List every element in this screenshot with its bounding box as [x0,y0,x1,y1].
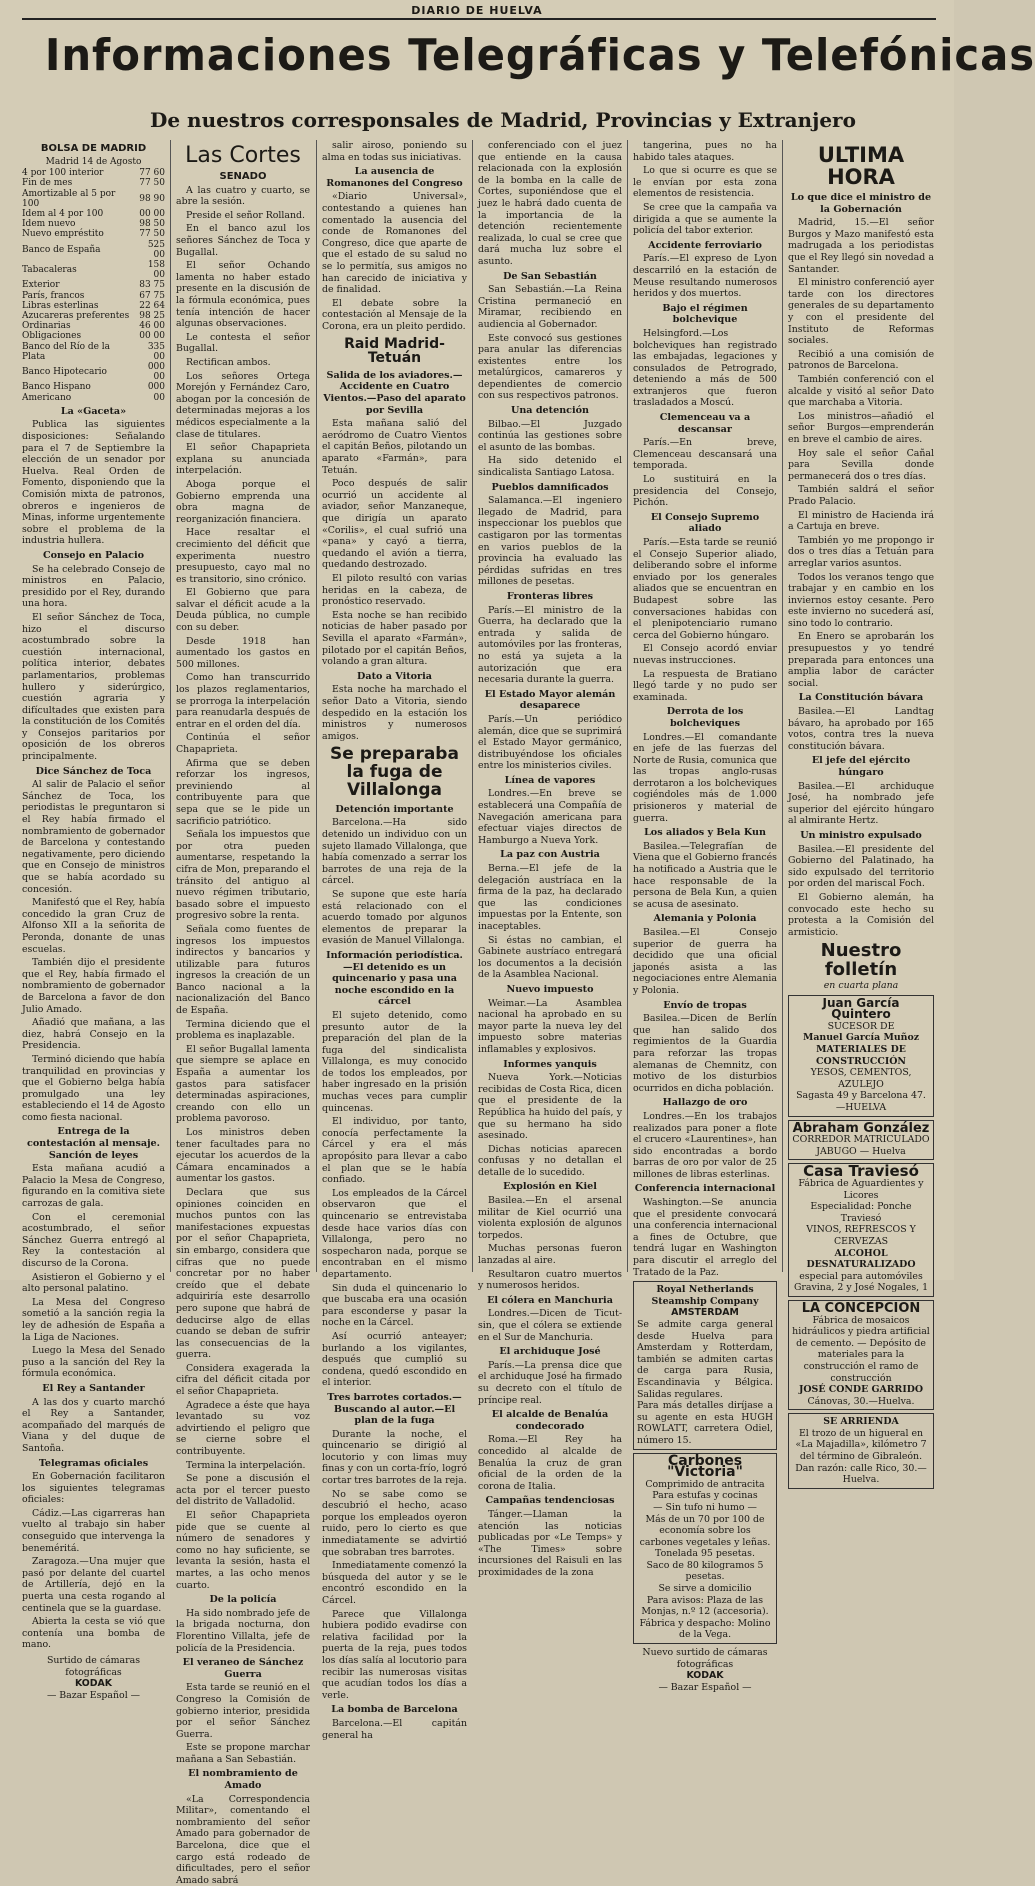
salida-title: Salida de los aviadores.—Accidente en Cuatro Vientos.—Paso del aparato por Sevilla [323,369,466,416]
telegramas-text: Abierta la cesta se vió que contenía una bomba de mano. [22,1616,165,1651]
fronteras-text: París.—El ministro de la Guerra, ha declarado que la entrada y salida de automóviles por las fronteras, no está ya sujeta a la autorización que era necesaria durante la guerra. [478,604,622,686]
supremo-text: La respuesta de Bratiano llegó tarde y no pudo ser examinada. [633,668,777,703]
fuga-title: Se preparaba la fuga de Villalonga [330,744,459,800]
archiduque-title: El archiduque José [499,1346,601,1358]
kodak-ad-shop: — Bazar Español — [658,1681,752,1693]
yanquis-title: Informes yanquis [503,1058,597,1070]
carbones-text: Más de un 70 por 100 de economía sobre los carbones vegetales y leñas. [639,1513,771,1548]
bolsa-label: Banco del Río de la Plata [22,341,111,362]
bolsa-row [22,301,165,311]
bolsa-label: Ordinarias [22,321,71,332]
senado-text: Agradece a éste que haya levantado su voz advirtiendo el peligro que se cierne sobre el contribuyente. [176,1399,310,1458]
bavara-title: La Constitución bávara [798,692,924,704]
folletin-title: Nuestro folletín [820,940,902,981]
conferencia-title: Conferencia internacional [634,1183,776,1195]
veraneo-title: El veraneo de Sánchez Guerra [182,1657,304,1680]
bolsa-value: 00 00 [139,209,165,219]
folletin-sub: en cuarta plana [823,980,899,992]
raid-title: Raid Madrid-Tetuán [344,335,445,367]
bolsa-value: 83 75 [139,280,165,291]
barrotes-text: Durante la noche, el quincenario se dirigió al locutorio y con limas muy finas y con un corta-frío, logró cortar tres barrotes de la reja. [322,1428,467,1487]
bolsa-value: 000 00 [147,382,165,403]
ultima-title: ULTIMA HORA [817,143,905,190]
bolsa-value: 00 00 [139,331,165,342]
senado-text: Los ministros deben tener facultades para no ejecutar los acuerdos de la Cámara encaminados a aumentar los gastos. [176,1127,310,1185]
kodak-ad-brand: KODAK [686,1670,724,1682]
ad5-contact: Dan razón: calle Rico, 30.—Huelva. [795,1462,927,1486]
barrotes-text: No se sabe como se descubrió el hecho, acaso porque los empleados oyeron ruido, pero lo cierto es que inmediatamente se advirtió que sobraban tres barrotes. [322,1488,467,1558]
ad1-name: Juan García Quintero [822,995,900,1022]
detencion-text: Se supone que este haría está relacionado con el acuerdo tomado por algunos elementos de preparar la evasión de Manuel Villalonga. [322,888,467,947]
dice-text: Añadió que mañana, a las diez, habrá Consejo en la Presidencia. [22,1017,165,1052]
senado-text: Declara que sus opiniones coinciden en muchos puntos con las manifestaciones expuestas por el señor Chapaprieta, sin embargo, considera que cifras que no puede concretar por no haber creído que el debate adquiriría este desarrollo pero supone que habrá de deducirse algo de ellas cuando se deban de sufrir las consecuencias de la guerra. [176,1186,310,1361]
bolsa-row [22,342,165,362]
ad5-text: El trozo de un higueral en «La Majadilla», kilómetro 7 del término de Gibraleón. [795,1427,927,1463]
sebastian-text: Este convocó sus gestiones para anular las diferencias existentes entre los metalúrgicos, camareros y dependientes de comercio con sus respectivos patronos. [478,332,622,402]
barrotes-title: Tres barrotes cortados.—Buscando al autor.—El plan de la fuga [327,1391,462,1427]
bolsa-row [22,189,165,209]
alcalde-text: Roma.—El Rey ha concedido al alcalde de Benalúa la cruz de gran oficial de la orden de la corona de Italia. [478,1434,622,1492]
bolsa-label: Fin de mes [22,178,73,189]
bolsa-label: Azucareras preferentes [22,311,130,322]
veraneo-text: Este se propone marchar mañana a San Sebastián. [176,1742,310,1765]
senado-text: Los señores Ortega Morejón y Fernández Caro, abogan por la concesión de determinadas mejoras a los médicos especialmente a la clase de titulares. [176,370,310,440]
campanas-text: Tánger.—Llaman la atención las noticias publicadas por «Le Temps» y «The Times» sobre incursiones del Raisuli en las proximidades de la zona [478,1508,622,1578]
una-title: Una detención [510,405,590,417]
senado-text: Termina la interpelación. [186,1459,306,1471]
vapores-text: Londres.—En breve se establecerá una Compañía de Navegación americana para efectuar viajes directos de Hamburgo a Nueva York. [478,788,622,846]
bolsa-label: Amortizable al 5 por 100 [22,188,116,209]
ad1-name2: Manuel García Muñoz [802,1032,920,1044]
gonzalez-ad [788,1120,934,1161]
senado-title: SENADO [219,171,267,183]
bolchevique-text: Helsingford.—Los bolcheviques han registrado las embajadas, legaciones y consulados de Petrogrado, deteniendo a más de 500 extranjeros que fueron trasladados a Moscú. [633,327,777,409]
ultima-text: También saldrá el señor Prado Palacio. [788,484,934,507]
telegramas-text: Zaragoza.—Una mujer que pasó por delante del cuartel de Artillería, dejó en la puerta una cesta rogando al centinela que se la guardase. [22,1556,165,1614]
dice-text: También dijo el presidente que el Rey, había firmado el nombramiento de gobernador de Barcelona a favor de don Julio Amado. [22,957,165,1015]
senado-text: El señor Chapaprieta explana su anunciada interpelación. [176,442,310,477]
carbones-text: Tonelada 95 pesetas. [655,1548,755,1560]
campanas-title: Campañas tendenciosas [485,1495,615,1507]
bolsa-label: Libras esterlinas [22,300,99,311]
bolsa-table [22,168,165,403]
ad3-line: Fábrica de Aguardientes y Licores [798,1178,924,1201]
paz-text: Berna.—El jefe de la delegación austríaca en la firma de la paz, ha declarado que las condiciones impuestas por la Entente, son inaceptables. [478,863,622,932]
bolsa-title: BOLSA DE MADRID [40,143,147,154]
envio-text: Basilea.—Dicen de Berlín que han salido dos regimientos de la Guardia para reforzar las tropas alemanas de Chemnitz, con motivo de los disturbios ocurridos en dicha población. [633,1013,777,1094]
archiduque-text: París.—La prensa dice que el archiduque José ha firmado su decreto con el título de príncipe real. [478,1359,622,1406]
bavara-text: Basilea.—El Landtag bávaro, ha aprobado por 165 votos, contra tres la nueva constitución bávara. [788,706,934,752]
bolsa-label: Banco Hipotecario [22,367,107,378]
bolsa-label: 4 por 100 interior [22,168,104,179]
bolsa-label: Banco Hispano Americano [22,382,91,403]
entrega-text: Luego la Mesa del Senado puso a la sanción del Rey la fórmula económica. [22,1345,165,1380]
senado-text: Preside el señor Rolland. [186,209,306,221]
entrega-text: La Mesa del Congreso sometió a la sanción regia la ley de adhesión de España a la Liga de Naciones. [22,1296,165,1343]
ultima-text: Los ministros—añadió el señor Burgos—emprenderán en breve el cambio de aires. [788,410,934,445]
entrega-text: Asistieron el Gobierno y el alto personal palatino. [22,1271,165,1295]
column-2 [176,140,310,1886]
carbones-title: Carbones "Victoria" [667,1452,743,1481]
hungaro-title: El jefe del ejército húngaro [811,755,911,778]
bolsa-row [22,321,165,331]
consejo-text: El señor Sánchez de Toca, hizo el discurso acostumbrado sobre la cuestión internacional, política interior, debates parlamentarios, problemas hullero y siderúrgico, cuestión agraria y difícultades que existen para la constitución de los Comités y Consejos paritarios por oposición de los obreros principalmente. [22,611,165,763]
ad3-line: especial para automóviles [799,1270,923,1282]
ultima-text: Todos los veranos tengo que trabajar y en cambio en los inviernos estoy cesante. Pero este invierno no sucederá así, sino todo lo contrario. [788,571,934,629]
bolsa-label: Nuevo empréstito [22,229,104,240]
estado-text: París.—Un periódico alemán, dice que se suprimirá el Estado Mayor germánico, distribuyéndose los oficiales entre los ministerios civiles. [478,713,622,772]
dice-text: Manifestó que el Rey, había concedido la gran Cruz de Alfonso XII a la señorita de Peronda, donante de unas escuelas. [22,897,165,955]
ultima-text: Hoy sale el señor Cañal para Sevilla donde permanecerá dos o tres días. [788,447,934,482]
policia-title: De la policía [209,1594,277,1606]
pueblos-title: Pueblos damnificados [491,481,609,493]
senado-text: El señor Bugallal lamenta que siempre se aplace en España a aumentar los gastos para satisfacer determinadas aspiraciones, creando con ello un problema pavoroso. [176,1043,310,1125]
bela-text: Basilea.—Telegrafían de Viena que el Gobierno francés ha notificado a Austria que le hace responsable de la persona de Bela Kun, a quien se acusa de asesinato. [633,840,777,910]
alemania-title: Alemania y Polonia [653,913,757,925]
raid-text: El piloto resultó con varias heridas en la cabeza, de pronóstico reservado. [322,572,467,608]
column-4 [478,140,622,1578]
ultima-text: Recibió a una comisión de patronos de Barcelona. [788,348,934,372]
romanones-text: «Diario Universal», contestando a quienes han comentado la ausencia del conde de Romanones del Congreso, dice que aparte de que el estado de su salud no se lo permitía, sus amigos no han carecido de iniciativa y de finalidad. [322,191,467,296]
bolsa-value: 67 75 [139,290,165,301]
telegramas-title: Telegramas oficiales [38,1457,149,1469]
royal-text: Se admite carga general desde Huelva para Amsterdam y Rotterdam, también se admiten cartas de carga para Rusia, Escandinavia y Bélgica. Salidas regulares. [637,1319,773,1400]
raid-text: Esta mañana salió del aeródromo de Cuatro Vientos el capitán Beños, pilotando un aparato «Farmán», para Tetuán. [322,418,467,476]
romanones-title: La ausencia de Romanones del Congreso [326,166,463,189]
senado-text: En el banco azul los señores Sánchez de Toca y Bugallal. [176,223,310,258]
yanquis-text: Dichas noticias aparecen confusas y no detallan el detalle de lo sucedido. [478,1143,622,1178]
column-6 [788,140,934,1486]
concepcion-ad [788,1300,934,1410]
bolsa-row [22,168,165,178]
kiel-text: Basilea.—En el arsenal militar de Kiel ocurrió una violenta explosión de algunos torpedos. [478,1195,622,1241]
senado-text: Le contesta el señor Bugallal. [176,331,310,355]
bolsa-label: Obligaciones [22,331,82,342]
senado-text: A las cuatro y cuarto, se abre la sesión. [176,184,310,208]
supremo-title: El Consejo Supremo aliado [650,511,760,535]
ad4-name: LA CONCEPCION [801,1300,921,1316]
info-text: Sin duda el quincenario lo que buscaba era una ocasión para esconderse y pasar la noche en la Cárcel. [322,1282,467,1329]
carbones-ad [633,1453,777,1645]
bolsa-value: 000 00 [147,362,165,383]
senado-text: Afirma que se deben reforzar los ingresos, previniendo al contribuyente para que sepa que se le pide un sacrificio patriótico. [176,757,310,827]
kiel-title: Explosión en Kiel [503,1181,597,1193]
garcia-ad [788,995,934,1117]
royal-contact: Para más detalles diríjase a su agente en esta HUGH ROWLATT, carretera Odiel, número 15. [637,1400,773,1446]
detencion-title: Detención importante [335,803,454,815]
bolsa-value: 77 60 [139,168,165,179]
bolsa-value: 77 50 [139,178,165,189]
column-rule [782,140,783,1272]
bolsa-label: Tabacaleras [22,265,77,276]
estado-title: El Estado Mayor alemán desaparece [484,688,616,712]
dato-text: Esta noche ha marchado el señor Dato a Vitoria, siendo despedido en la estación los ministros y numerosos amigos. [322,684,467,742]
ministro-text: El Gobierno alemán, ha convocado este hecho su protesta a la Comisión del armisticio. [788,891,934,938]
info-title: Información periodística.—El detenido es un quincenario y pasa una noche escondido en la cárcel [326,949,463,1008]
ad3-line: Especialidad: Ponche Traviesó [810,1201,912,1224]
clemenceau-title: Clemenceau va a descansar [659,412,751,435]
kodak-ad-brand: KODAK [74,1678,113,1690]
supremo-text: París.—Esta tarde se reunió el Consejo Superior aliado, deliberando sobre el informe enviado por los generales aliados que se encuentran en Budapest sobre las conversaciones habidas con el plenipotenciario rumano cerca del Gobierno húngaro. [633,537,777,641]
carbones-text: Saco de 80 kilogramos 5 pesetas. [646,1559,764,1583]
clemenceau-text: Lo sustituirá en la presidencia del Consejo, Pichón. [633,474,777,509]
kodak-ad-line: Nuevo surtido de cámaras fotográficas [642,1647,768,1670]
raid-text: Esta noche se han recibido noticias de haber pasado por Sevilla el aparato «Farmán», pilotado por el capitán Beños, volando a gran altura. [322,609,467,668]
senado-text: El Gobierno que para salvar el déficit acude a la Deuda pública, no cumple con su deber. [176,587,310,634]
ad1-line: Sagasta 49 y Barcelona 47.—HUELVA [796,1090,926,1114]
running-head: DIARIO DE HUELVA [411,4,543,17]
bolsa-label: Idem al 4 por 100 [22,209,104,219]
column-rule [627,140,628,1272]
policia-text: Ha sido nombrado jefe de la brigada nocturna, don Florentino Villalta, jefe de policía de la Presidencia. [176,1607,310,1654]
column-rule [472,140,473,1272]
column-rule [170,140,171,1272]
ad4-owner: JOSÉ CONDE GARRIDO [798,1384,924,1396]
bolsa-row [22,240,165,260]
bolsa-date: Madrid 14 de Agosto [45,156,142,167]
royal-city: AMSTERDAM [671,1307,739,1319]
bolsa-value: 525 00 [147,239,165,260]
bolsa-row [22,280,165,290]
alemania-text: Basilea.—El Consejo superior de guerra ha decidido que una oficial japonés asista a las negociaciones entre Alemania y Polonia. [633,927,777,996]
kiel-text: Resultaron cuatro muertos y numerosos heridos. [478,1268,622,1292]
supremo-text: El Consejo acordó enviar nuevas instrucciones. [633,643,777,666]
bolsa-row [22,331,165,341]
royal-title: Royal Netherlands Steamship Company [651,1284,759,1307]
ad3-line: ALCOHOL DESNATURALIZADO [806,1247,916,1271]
romanones-text: El debate sobre la contestación al Mensaje de la Corona, era un pleito perdido. [322,297,467,332]
senado-text: Se pone a discusión el acta por el tercer puesto del distrito de Valladolid. [176,1473,310,1508]
carbones-text: Se sirve a domicilio [658,1583,752,1595]
carbones-avisos: Para avisos: Plaza de las Monjas, n.º 12 (accesoria). Fábrica y despacho: Molino de la Vega. [639,1594,771,1641]
senado-text: Señala como fuentes de ingresos los impuestos indirectos y bancarios y utilizable para futuros ingresos la creación de un Banco nacional a la nacionalización del Banco de España. [176,923,310,1017]
info-text: El individuo, por tanto, conocía perfectamente la Cárcel y era el más apropósito para llevar a cabo el plan que se le había confiado. [322,1116,467,1186]
intro-text: tangerina, pues no ha habido tales ataques. [633,140,777,163]
carbones-sub: Comprimido de antracita [645,1478,765,1490]
hungaro-text: Basilea.—El archiduque José, ha nombrado jefe superior del ejército húngaro al almirante Hertz. [788,780,934,827]
column-5 [633,140,777,1693]
senado-text: Señala los impuestos que por otra pueden aumentarse, respetando la cifra de Mon, preparando el tránsito del antiguo al nuevo régimen tributario, basado sobre el impuesto progresivo sobre la renta. [176,829,310,922]
senado-text: Considera exagerada la cifra del déficit citada por el señor Chapaprieta. [176,1362,310,1398]
ad4-text: Fábrica de mosaicos hidráulicos y piedra artificial de cemento. — Depósito de materiales para la construcción el ramo de construcción [792,1314,930,1384]
senado-text: Aboga porque el Gobierno emprenda una obra magna de reorganización financiera. [176,478,310,525]
column-3 [322,140,467,1741]
ad1-line: YESOS, CEMENTOS, AZULEJO [810,1067,912,1090]
bolsa-label: Idem nuevo [22,219,76,230]
ministro-text: Basilea.—El presidente del Gobierno del Palatinado, ha sido expulsado del territorio por orden del mariscal Foch. [788,843,934,890]
conferencia-text: Washington.—Se anuncia que el presidente convocará una conferencia internacional a fines de Octubre, que tendrá lugar en Washington para discutir el arreglo del Tratado de la Paz. [633,1197,777,1278]
carbones-sin: — Sin tufo ni humo — [653,1501,757,1513]
intro-text: Se cree que la campaña va dirigida a que se aumente la policía del tabor exterior. [633,201,777,237]
senado-text: Continúa el señor Chapaprieta. [176,732,310,755]
bolsa-value: 77 50 [139,229,165,240]
dice-title: Dice Sánchez de Toca [35,765,152,777]
bomba-title: La bomba de Barcelona [331,1704,458,1716]
bolsa-row [22,311,165,321]
fronteras-title: Fronteras libres [506,590,594,602]
bolsa-row [22,291,165,301]
raid-text: Poco después de salir ocurrió un accidente al aviador, señor Manzaneque, que dirigía un aparato «Corilis», el cual sufrió una «pana» y cayó a tierra, quedando el avión a tierra, quedando destrozado. [322,478,467,571]
vapores-title: Línea de vapores [504,774,596,786]
bolsa-value: 335 00 [147,341,165,362]
derrota-title: Derrota de los bolcheviques [666,706,744,729]
senado-text: Termina diciendo que el problema es inaplazable. [176,1018,310,1042]
bolsa-value: 98 50 [139,219,165,230]
barrotes-text: Inmediatamente comenzó la búsqueda del autor y se le encontró escondido en la Cárcel. [322,1560,467,1606]
royal-ad [633,1281,777,1449]
colera-text: Londres.—Dicen de Ticut-sin, que el cólera se extiende en el Sur de Manchuria. [478,1308,622,1343]
subhead: De nuestros corresponsales de Madrid, Provincias y Extranjero [150,108,856,132]
cortes-title: Las Cortes [185,143,301,168]
amado-title: El nombramiento de Amado [188,1768,298,1792]
column-1 [22,140,165,1701]
bela-title: Los aliados y Bela Kun [644,827,766,839]
una-text: Ha sido detenido el sindicalista Santiago Latosa. [478,455,622,479]
senado-text: Rectifican ambos. [186,357,271,368]
bolsa-value: 22 64 [139,300,165,311]
carbones-uso: Para estufas y cocinas [652,1490,758,1502]
bolsa-row [22,362,165,382]
entrega-text: Esta mañana acudió a Palacio la Mesa de Congreso, figurando en la comitiva siete carrozas de gala. [22,1163,165,1210]
bolsa-label: París, francos [22,290,85,301]
kodak-ad-line: Surtido de cámaras fotográficas [46,1655,141,1678]
ultima-text: El ministro de Hacienda irá a Cartuja en breve. [788,509,934,533]
intro-text: salir airoso, poniendo su alma en todas sus iniciativas. [322,140,467,163]
pueblos-text: Salamanca.—El ingeniero llegado de Madrid, para inspeccionar los pueblos que castigaron por las tormentas en varios pueblos de la provincia ha evaluado las pérdidas sufridas en tres millones de pesetas. [478,495,622,588]
info-text: Los empleados de la Cárcel observaron que el quincenario se entrevistaba desde hace varios días con Villalonga, pero no sospecharon nada, porque se encontraban en el mismo departamento. [322,1187,467,1280]
bolchevique-title: Bajo el régimen bolchevique [662,302,748,326]
sebastian-text: San Sebastián.—La Reina Cristina permaneció en Miramar, recibiendo en audiencia al Gobernador. [478,284,622,330]
info-text: El sujeto detenido, como presunto autor de la preparación del plan de la fuga del sindicalista Villalonga, es muy conocido de todos los empleados, por haber ingresado en la prisión muchas veces para cumplir quincenas. [322,1009,467,1114]
ad2-place: JABUGO — Huelva [816,1145,906,1157]
bolsa-row [22,219,165,229]
ultima-text: El ministro conferenció ayer tarde con los directores generales de su departamento y con el presidente del Instituto de Reformas sociales. [788,277,934,347]
senado-text: Hace resaltar el crecimiento del déficit que experimenta nuestro presupuesto, cayo mal no es transitorio, sino crónico. [176,527,310,585]
bolsa-row [22,209,165,219]
ferroviario-text: París.—El expreso de Lyon descarriló en la estación de Meuse resultando numerosos heridos y dos muertos. [633,253,777,300]
ad3-line: VINOS, REFRESCOS Y CERVEZAS [806,1224,916,1247]
ultima-text: También conferenció con el alcalde y visitó al señor Dato que marchaba a Vitoria. [788,374,934,409]
senado-text: Desde 1918 han aumentado los gastos en 500 millones. [176,635,310,670]
paz-title: La paz con Austria [500,849,600,861]
info-text: Así ocurrió anteayer; burlando a los vigilantes, después que cumplió su condena, quedó escondido en el interior. [322,1330,467,1389]
veraneo-text: Esta tarde se reunió en el Congreso la Comisión de gobierno interior, presidida por el señor Sánchez Guerra. [176,1682,310,1740]
bolsa-row [22,382,165,402]
bolsa-row [22,178,165,188]
bolsa-label: Exterior [22,280,60,291]
senado-text: El señor Ochando lamenta no haber estado presente en la discusión de la fórmula económica, pues tenía intención de hacer algunas observaciones. [176,260,310,330]
derrota-text: Londres.—El comandante en jefe de las fuerzas del Norte de Rusia, comunica que las tropas anglo-rusas derrotaron a los bolcheviques cogiéndoles más de 1.000 prisioneros y material de guerra. [633,731,777,824]
yanquis-text: Nueva York.—Noticias recibidas de Costa Rica, dicen que el presidente de la República ha huido del país, y que su hermano ha sido asesinado. [478,1072,622,1142]
ad4-addr: Cánovas, 30.—Huelva. [807,1395,915,1407]
intro-text: Lo que si ocurre es que se le envían por esta zona elementos de resistencia. [633,165,777,200]
intro-text: conferenciado con el juez que entiende en la causa relacionada con la explosión de la bomba en la calle de Cortes, suponiéndose que el juez le habrá dado cuenta de la importancia de la detención recientemente realizada, lo cual se cree que dará mucha luz sobre el asunto. [478,140,622,267]
ultima-text: En Enero se aprobarán los presupuestos y yo tendré preparada para entonces una amplia labor de carácter social. [788,631,934,689]
ad1-line: MATERIALES DE CONSTRUCCIÓN [816,1044,906,1067]
hallazgo-title: Hallazgo de oro [662,1097,748,1109]
entrega-title: Entrega de la contestación al mensaje. Sanción de leyes [27,1126,160,1161]
ministro-title: Un ministro expulsado [800,829,922,841]
amado-text: «La Correspondencia Militar», comentando el nombramiento del señor Amado para gobernador de Barcelona, dice que el cargo está rodeado de dificultades, pero el señor Amado sabrá [176,1793,310,1886]
ad3-name: Casa Traviesó [803,1162,919,1181]
dato-title: Dato a Vitoria [357,670,432,682]
senado-text: Como han transcurrido los plazos reglamentarios, se prorroga la interpelación para reanudarla después de entrar en el orden del día. [176,672,310,730]
detencion-text: Barcelona.—Ha sido detenido un individuo con un sujeto llamado Villalonga, que había comenzado a serrar los barrotes de una reja de la cárcel. [322,817,467,887]
nuevo-text: Weimar.—La Asamblea nacional ha aprobado en su mayor parte la nueva ley del impuesto sobre materias inflamables y explosivos. [478,997,622,1055]
consejo-text: Se ha celebrado Consejo de ministros en Palacio, presidido por el Rey, durando una hora. [22,563,165,610]
consejo-title: Consejo en Palacio [42,549,145,561]
bolsa-label: Banco de España [22,244,101,255]
rey-title: El Rey a Santander [42,1382,145,1394]
senado-text: El señor Chapaprieta pide que se cuente al número de senadores y como no hay suficiente, se levanta la sesión, hasta el martes, a las ocho menos cuarto. [176,1510,310,1591]
ultima-sub: Lo que dice el ministro de la Gobernación [790,192,932,215]
sebastian-title: De San Sebastián [503,270,597,282]
hallazgo-text: Londres.—En los trabajos realizados para poner a flote el crucero «Laurentines», han sido encontradas a bordo barras de oro por valor de 25 millones de libras esterlinas. [633,1110,777,1180]
bolsa-value: 98 25 [139,311,165,322]
barrotes-text: Parece que Villalonga hubiera podido evadirse con relativa facilidad por la puerta de la reja, pues todos los días salía al locutorio para recibir las numerosas visitas que acudían todos los días a verle. [322,1608,467,1701]
bolsa-value: 46 00 [139,321,165,332]
gaceta-title: La «Gaceta» [60,405,127,417]
bolsa-value: 98 90 [139,193,165,204]
bolsa-row [22,229,165,239]
bolsa-value: 158 00 [147,260,165,281]
column-rule [316,140,317,1272]
telegramas-text: Cádiz.—Las cigarreras han vuelto al trabajo sin haber conseguido que intervenga la beneméritá. [22,1507,165,1554]
una-text: Bilbao.—El Juzgado continúa las gestiones sobre el asunto de las bombas. [478,418,622,453]
header-rule [22,18,936,20]
alcalde-title: El alcalde de Benalúa condecorado [491,1409,609,1432]
ferroviario-title: Accidente ferroviario [648,239,762,251]
nuevo-title: Nuevo impuesto [506,983,594,995]
colera-title: El cólera en Manchuria [487,1294,613,1306]
bolsa-row [22,260,165,280]
ultima-text: Madrid, 15.—El señor Burgos y Mazo manifestó esta madrugada a los periodistas que el Rey llegó sin novedad a Santander. [788,217,934,275]
entrega-text: Con el ceremonial acostumbrado, el señor Sánchez Guerra entregó al Rey la contestación al discurso de la Corona. [22,1211,165,1270]
kiel-text: Muchas personas fueron lanzadas al aire. [478,1243,622,1267]
ultima-text: También yo me propongo ir dos o tres días a Tetuán para arreglar varios asuntos. [788,534,934,569]
ad5-title: SE ARRIENDA [823,1416,899,1428]
dice-text: Al salir de Palacio el señor Sánchez de Toca, los periodistas le preguntaron si el Rey había firmado el nombramiento de gobernador de Barcelona y contestando negativamente, pero diciendo que en Consejo de ministros que se había acordado su concesión. [22,779,165,895]
ad3-line: Gravina, 2 y José Nogales, 1 [793,1282,929,1294]
paz-text: Si éstas no cambian, el Gabinete austríaco entregará los documentos a la decisión de la Asamblea Nacional. [478,934,622,981]
ad2-role: CORREDOR MATRICULADO [792,1134,930,1146]
masthead: Informaciones Telegráficas y Telefónicas [44,30,1035,81]
kodak-ad-shop: — Bazar Español — [46,1689,141,1701]
ad2-name: Abraham González [792,1120,930,1136]
telegramas-text: En Gobernación facilitaron los siguientes telegramas oficiales: [22,1471,165,1506]
arriendo-ad [788,1413,934,1489]
dice-text: Terminó diciendo que había tranquilidad en provincias y que el Gobierno belga había promulgado una ley estableciendo el 14 de Agosto como fiesta nacional. [22,1053,165,1123]
gaceta-text: Publica las siguientes disposiciones: Señalando para el 7 de Septiembre la elección de un senador por Huelva. Real Orden de Fomento, disponiendo que la Comisión mixta de patronos, obreros e ingenieros de Minas, informe urgentemente sobre el problema de la industria hullera. [22,419,165,547]
clemenceau-text: París.—En breve, Clemenceau descansará una temporada. [633,437,777,472]
rey-text: A las dos y cuarto marchó el Rey a Santander, acompañado del marqués de Viana y del duque de Santoña. [22,1396,165,1454]
envio-title: Envío de tropas [663,999,747,1011]
traviesó-ad [788,1163,934,1297]
ad1-sub: SUCESOR DE [827,1020,895,1032]
bomba-text: Barcelona.—El capitán general ha [322,1717,467,1741]
